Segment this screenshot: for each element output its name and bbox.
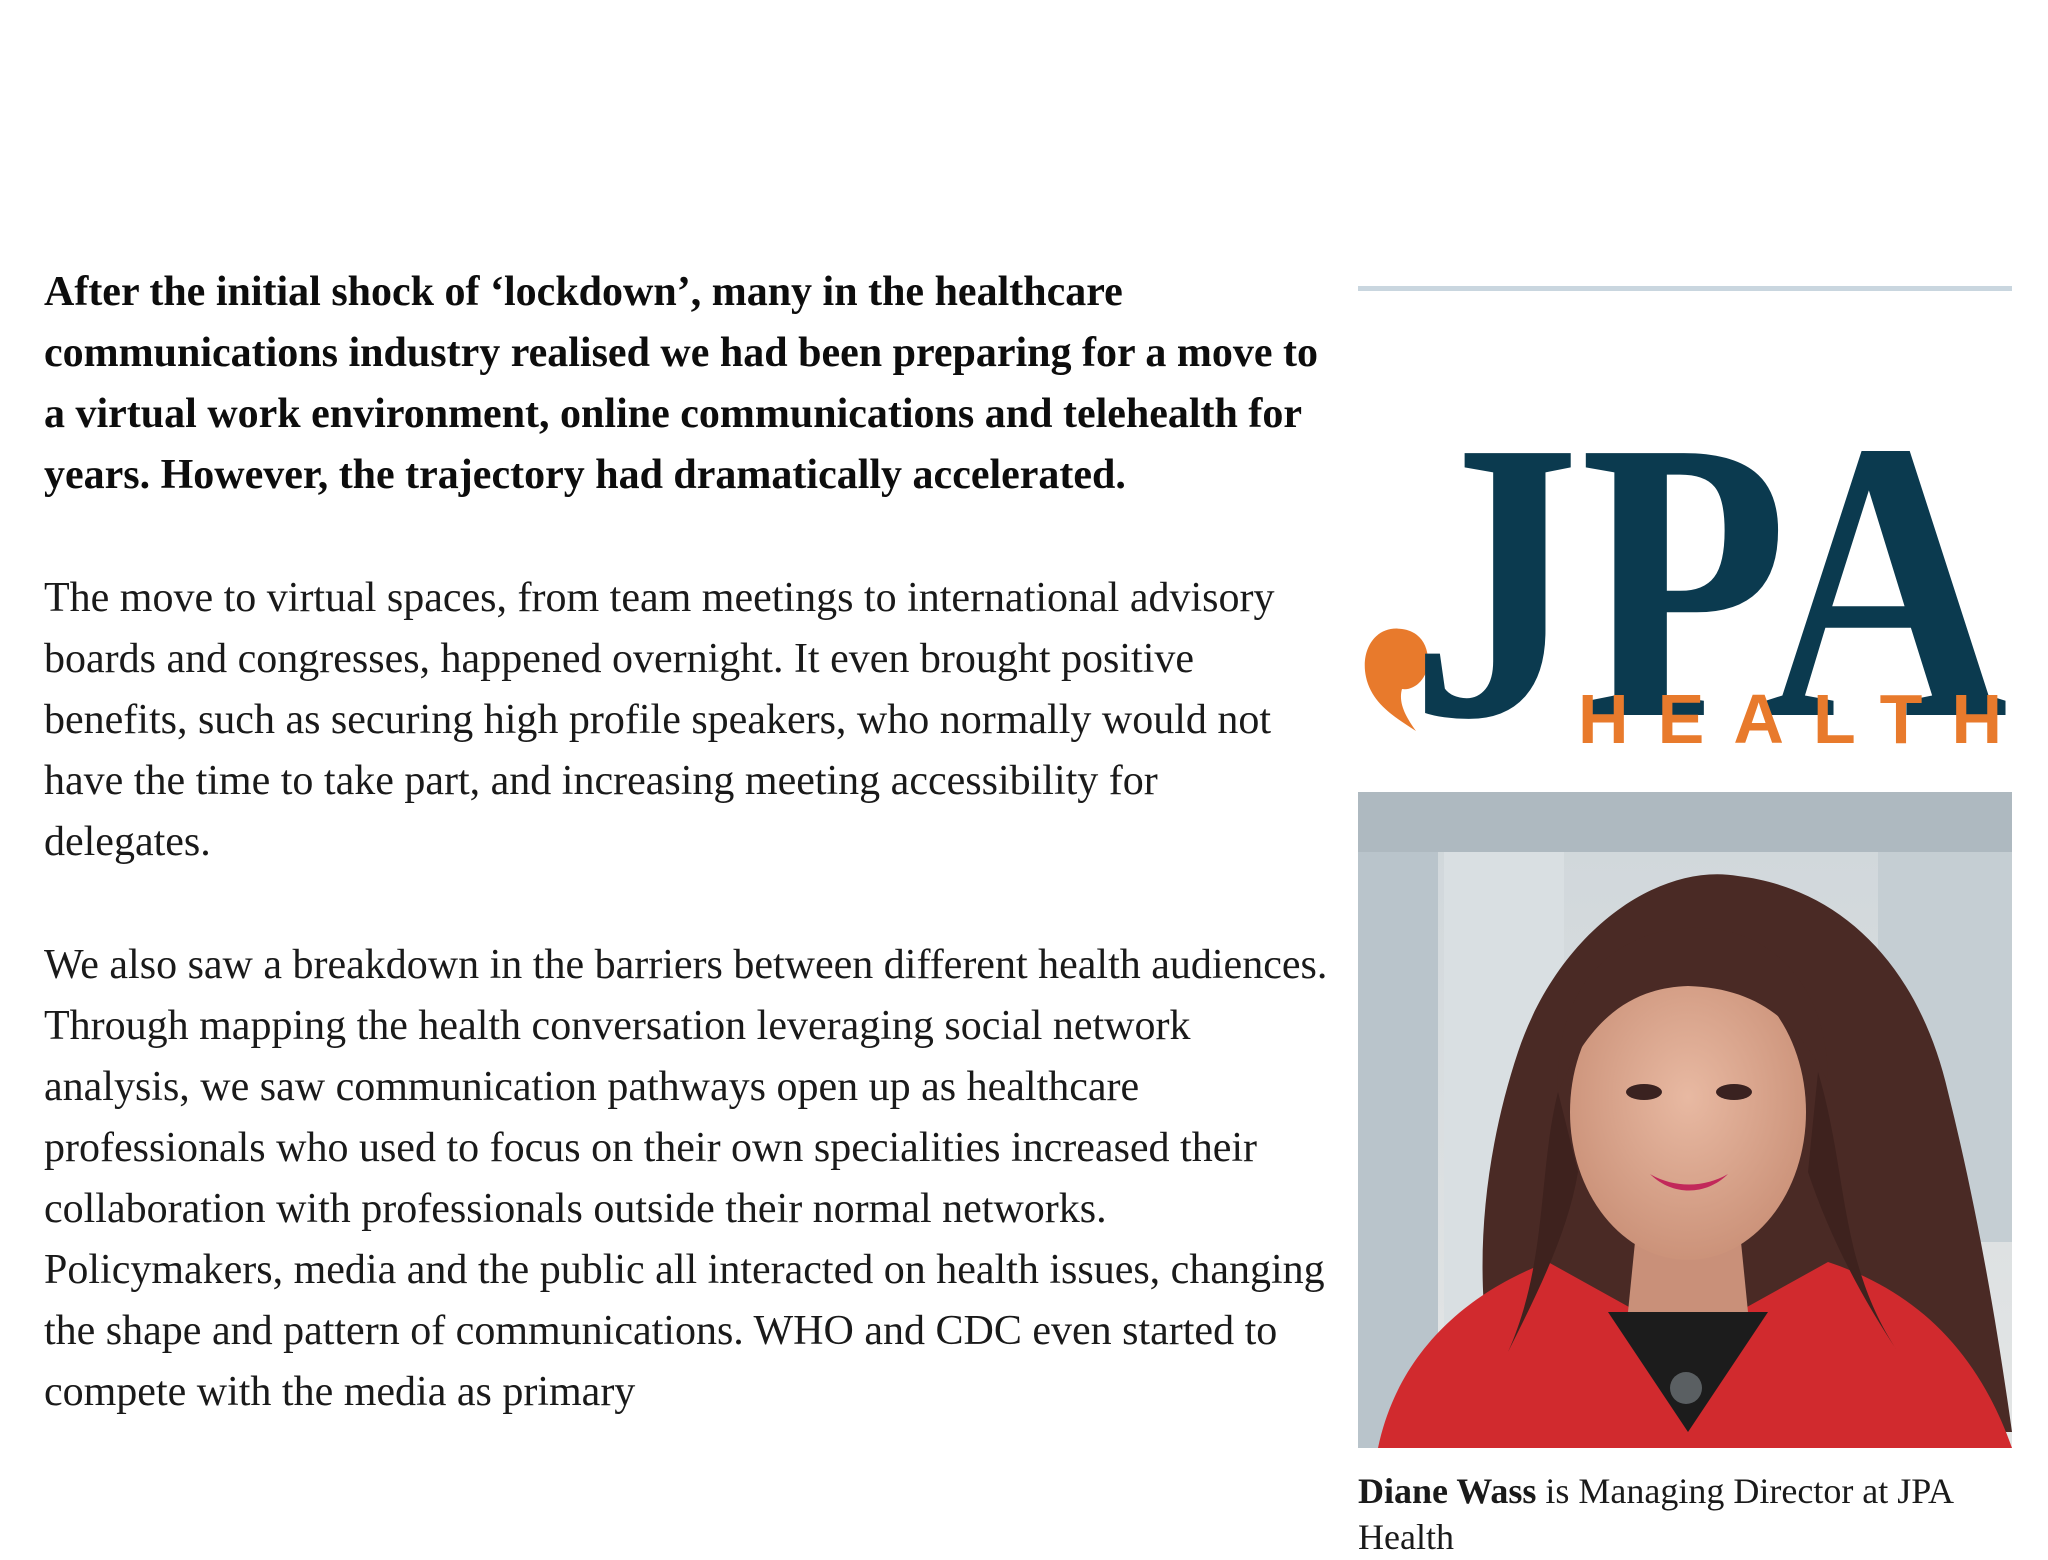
body-paragraph-virtual-spaces: The move to virtual spaces, from team meetings to international advisory boards and congresses, happened overnight. It even brought positive benefits, such as securing high profile speakers, who normally would not have the time to take part, and increasing meeting accessibility for delegates. — [44, 575, 1275, 865]
logo-subtext: HEALTH — [1578, 680, 2002, 749]
caption-name: Diane Wass — [1358, 1471, 1537, 1511]
logo-letters: JPA — [1410, 359, 2008, 749]
lead-paragraph: After the initial shock of ‘lockdown’, many in the healthcare communications industry realised we had been preparing for a move to a virtual work environment, online communications and telehealth for years. However, the trajectory had dramatically accelerated. — [44, 269, 1319, 498]
author-sidebar — [1358, 286, 2012, 749]
sidebar-divider — [1358, 286, 2012, 291]
author-photo — [1358, 792, 2012, 1448]
photo-caption — [1358, 1468, 2018, 1560]
body-paragraph-policymakers: Policymakers, media and the public all interacted on health issues, changing the shape and pattern of communications. WHO and CDC even started to compete with the media as primary — [44, 1247, 1325, 1415]
caption-role: is Managing Director at JPA Health — [1358, 1471, 1953, 1557]
jpa-health-logo — [1358, 359, 2012, 749]
article-body — [44, 262, 1334, 1423]
body-paragraph-barriers: We also saw a breakdown in the barriers between different health audiences. Through mapping the health conversation leveraging social network analysis, we saw communication pathways open up as healthcare professionals who used to focus on their own specialities increased their collaboration with professionals outside their normal networks. — [44, 942, 1328, 1232]
